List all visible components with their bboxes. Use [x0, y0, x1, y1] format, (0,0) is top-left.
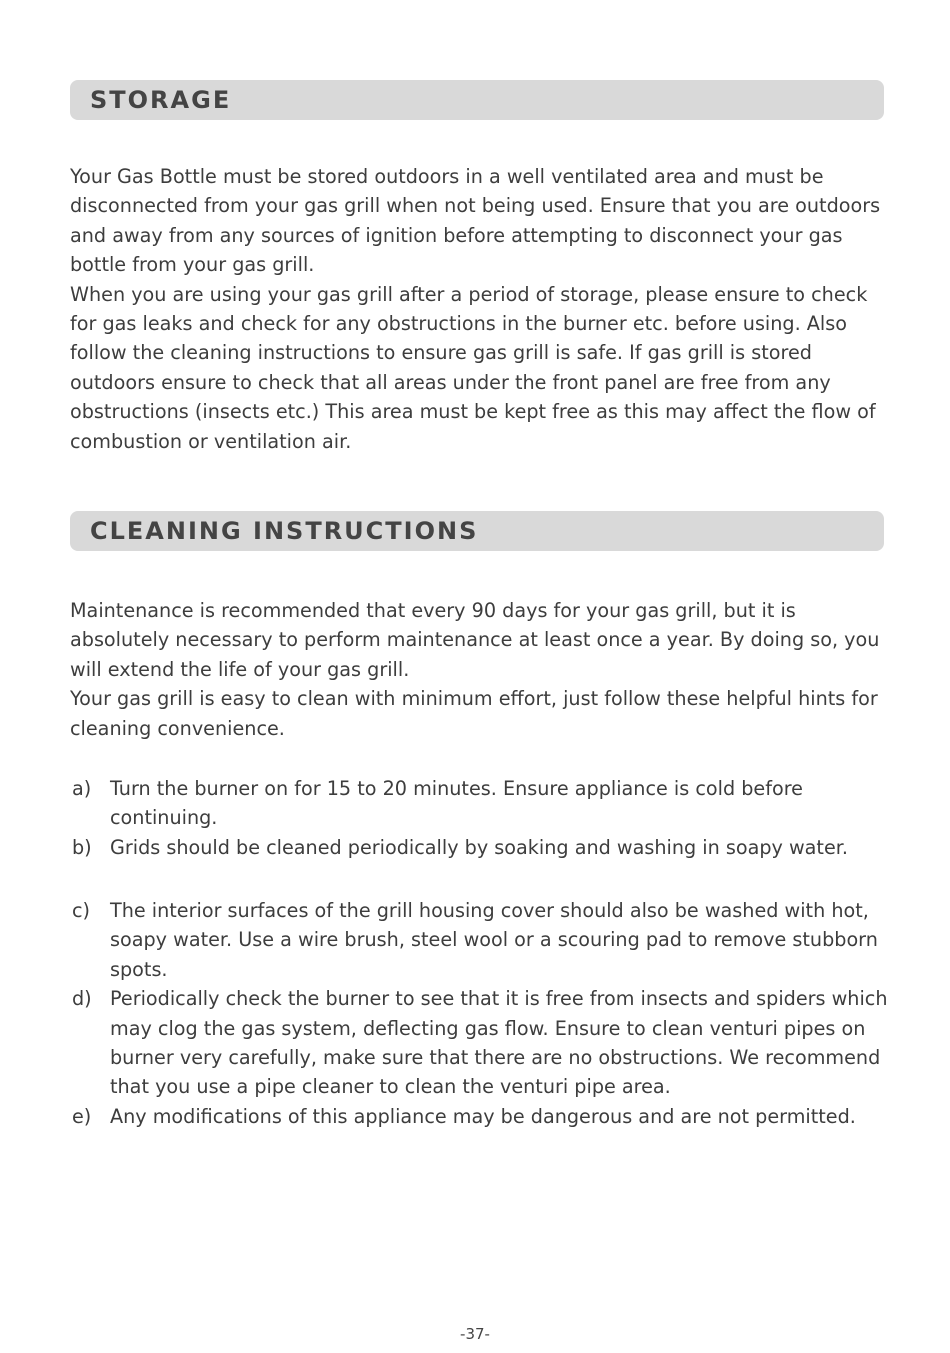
list-item: [70, 774, 890, 833]
list-item: [70, 1102, 890, 1131]
list-item-text: Grids should be cleaned periodically by soaking and washing in soapy water.: [110, 835, 848, 859]
list-item: [70, 896, 890, 984]
storage-section-header: [70, 80, 884, 120]
list-item-text: Any modifications of this appliance may be dangerous and are not permitted.: [110, 1104, 856, 1128]
list-marker: e): [72, 1104, 92, 1128]
cleaning-paragraph: Maintenance is recommended that every 90 days for your gas grill, but it is absolutely necessary to perform maintenance at least once a year. By doing so, you will extend the life of your gas grill. Your gas grill is easy to clean with minimum effort, just follow these helpful hints for cleaning convenience.: [70, 599, 880, 740]
cleaning-section-header: [70, 511, 884, 551]
list-item: [70, 833, 890, 862]
list-item-text: Turn the burner on for 15 to 20 minutes. Ensure appliance is cold before continuing.: [110, 777, 803, 830]
list-item-text: The interior surfaces of the grill housing cover should also be washed with hot, soapy water. Use a wire brush, steel wool or a scouring pad to remove stubborn spots.: [110, 899, 878, 981]
cleaning-steps-list-part1: [70, 774, 890, 862]
list-marker: b): [72, 835, 92, 859]
list-item: [70, 984, 890, 1102]
storage-heading: STORAGE: [90, 86, 232, 114]
list-marker: d): [72, 987, 92, 1011]
list-item-text: Periodically check the burner to see that it is free from insects and spiders which may clog the gas system, deflecting gas flow. Ensure to clean venturi pipes on burner very carefully, make sure that there are no obstructions. We recommend that you use a pipe cleaner to clean the venturi pipe area.: [110, 987, 888, 1099]
cleaning-heading: CLEANING INSTRUCTIONS: [90, 517, 479, 545]
list-marker: c): [72, 899, 91, 922]
cleaning-steps-list-part2: [70, 896, 890, 1131]
list-marker: a): [72, 777, 92, 800]
storage-paragraph: Your Gas Bottle must be stored outdoors in a well ventilated area and must be disconnected from your gas grill when not being used. Ensure that you are outdoors and away from any sources of ignition before attempting to disconnect your gas bottle from your gas grill. When you are using your gas grill after a period of storage, please ensure to check for gas leaks and check for any obstructions in the burner etc. before using. Also follow the cleaning instructions to ensure gas grill is safe. If gas grill is stored outdoors ensure to check that all areas under the front panel are free from any obstructions (insects etc.) This area must be kept free as this may affect the flow of combustion or ventilation air.: [70, 165, 881, 453]
page-number: -37-: [460, 1325, 490, 1343]
